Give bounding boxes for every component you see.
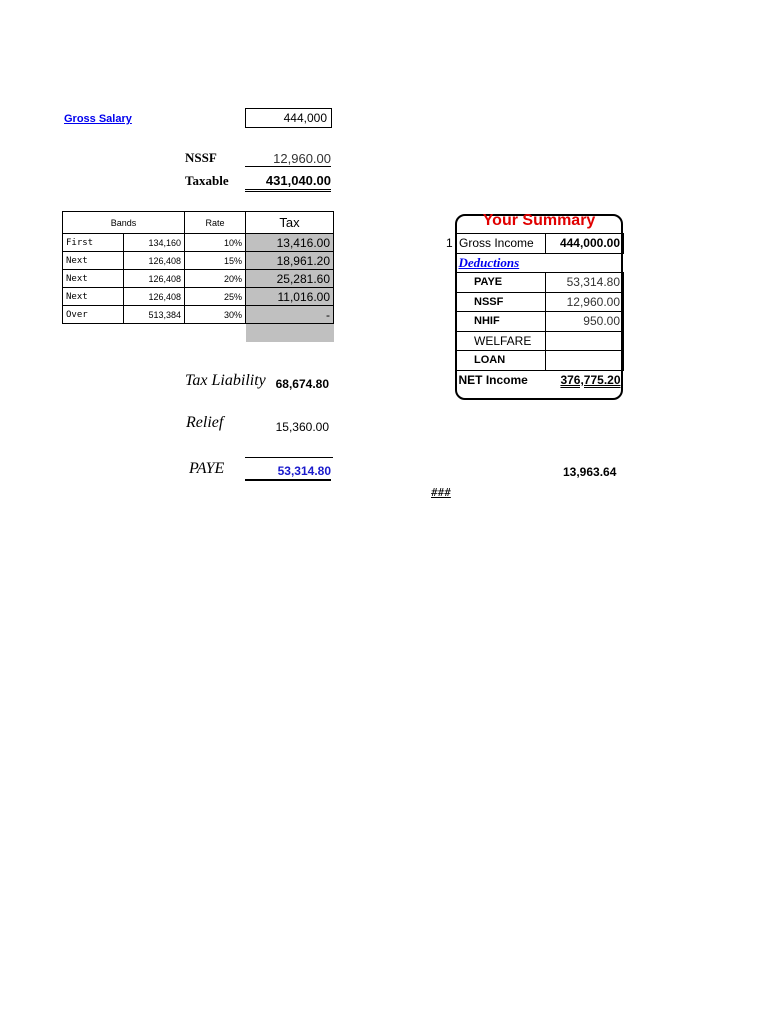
band-rate[interactable]: 15%: [185, 252, 246, 270]
gross-income-value[interactable]: 444,000.00: [546, 234, 624, 254]
band-tax[interactable]: 18,961.20: [246, 252, 334, 270]
gross-income-row: [456, 234, 624, 254]
band-rate[interactable]: 30%: [185, 306, 246, 324]
band-amount[interactable]: 513,384: [124, 306, 185, 324]
band-tax[interactable]: 25,281.60: [246, 270, 334, 288]
summary-item-value[interactable]: 12,960.00: [546, 292, 624, 312]
summary-item-label[interactable]: LOAN: [456, 351, 546, 371]
band-amount[interactable]: 126,408: [124, 270, 185, 288]
summary-title: Your Summary: [482, 212, 596, 229]
relief-value[interactable]: 15,360.00: [275, 420, 329, 434]
band-rate[interactable]: 25%: [185, 288, 246, 306]
relief-label: Relief: [186, 414, 224, 431]
summary-item-label[interactable]: WELFARE: [456, 331, 546, 351]
overflow-marker[interactable]: ###: [431, 486, 451, 499]
summary-item-value[interactable]: 53,314.80: [546, 273, 624, 293]
table-header-row: [63, 212, 334, 234]
tax-liability-value[interactable]: 68,674.80: [275, 377, 329, 391]
table-row: [456, 312, 624, 332]
side-value[interactable]: 13,963.64: [563, 465, 617, 479]
summary-item-label[interactable]: PAYE: [456, 273, 546, 293]
band-amount[interactable]: 126,408: [124, 252, 185, 270]
summary-item-value[interactable]: [546, 331, 624, 351]
gross-income-label[interactable]: Gross Income: [456, 234, 546, 254]
table-row: [63, 252, 334, 270]
nssf-label: NSSF: [185, 150, 217, 165]
band-tax[interactable]: 11,016.00: [246, 288, 334, 306]
table-row: [456, 331, 624, 351]
tax-liability-label: Tax Liability: [185, 372, 266, 389]
summary-item-label[interactable]: NSSF: [456, 292, 546, 312]
band-rate[interactable]: 10%: [185, 234, 246, 252]
band-rate[interactable]: 20%: [185, 270, 246, 288]
table-row: [63, 234, 334, 252]
taxable-label: Taxable: [185, 173, 229, 188]
summary-item-value[interactable]: [546, 351, 624, 371]
table-row: [456, 292, 624, 312]
table-row: [63, 324, 334, 342]
net-income-value[interactable]: 376,775.20: [560, 373, 621, 387]
paye-label: PAYE: [189, 460, 225, 477]
summary-item-label[interactable]: NHIF: [456, 312, 546, 332]
bands-header: Bands: [63, 212, 185, 234]
band-label[interactable]: Next: [63, 252, 124, 270]
deductions-row: [456, 253, 624, 273]
deductions-link[interactable]: Deductions: [458, 254, 520, 270]
divider: [245, 457, 333, 458]
rate-header: Rate: [185, 212, 246, 234]
band-label[interactable]: Next: [63, 288, 124, 306]
table-row: [63, 306, 334, 324]
shaded-total-cell[interactable]: [246, 324, 334, 342]
row-number: 1: [446, 236, 453, 250]
band-label[interactable]: Next: [63, 270, 124, 288]
table-row: [456, 273, 624, 293]
band-tax[interactable]: 13,416.00: [246, 234, 334, 252]
table-row: [456, 351, 624, 371]
net-income-label[interactable]: NET Income: [458, 373, 528, 387]
gross-salary-link[interactable]: Gross Salary: [64, 113, 132, 125]
band-amount[interactable]: 134,160: [124, 234, 185, 252]
table-row: [63, 270, 334, 288]
taxable-value[interactable]: 431,040.00: [245, 173, 331, 192]
summary-item-value[interactable]: 950.00: [546, 312, 624, 332]
gross-salary-input[interactable]: 444,000: [245, 108, 332, 128]
tax-bands-table: [62, 211, 334, 342]
empty-cell: [63, 324, 246, 342]
table-row: [63, 288, 334, 306]
summary-table: [455, 233, 624, 390]
band-label[interactable]: First: [63, 234, 124, 252]
band-label[interactable]: Over: [63, 306, 124, 324]
net-income-row: [456, 370, 624, 390]
band-tax[interactable]: -: [246, 306, 334, 324]
band-amount[interactable]: 126,408: [124, 288, 185, 306]
nssf-value[interactable]: 12,960.00: [245, 151, 331, 167]
paye-value[interactable]: 53,314.80: [245, 463, 331, 481]
tax-header: Tax: [246, 212, 334, 234]
